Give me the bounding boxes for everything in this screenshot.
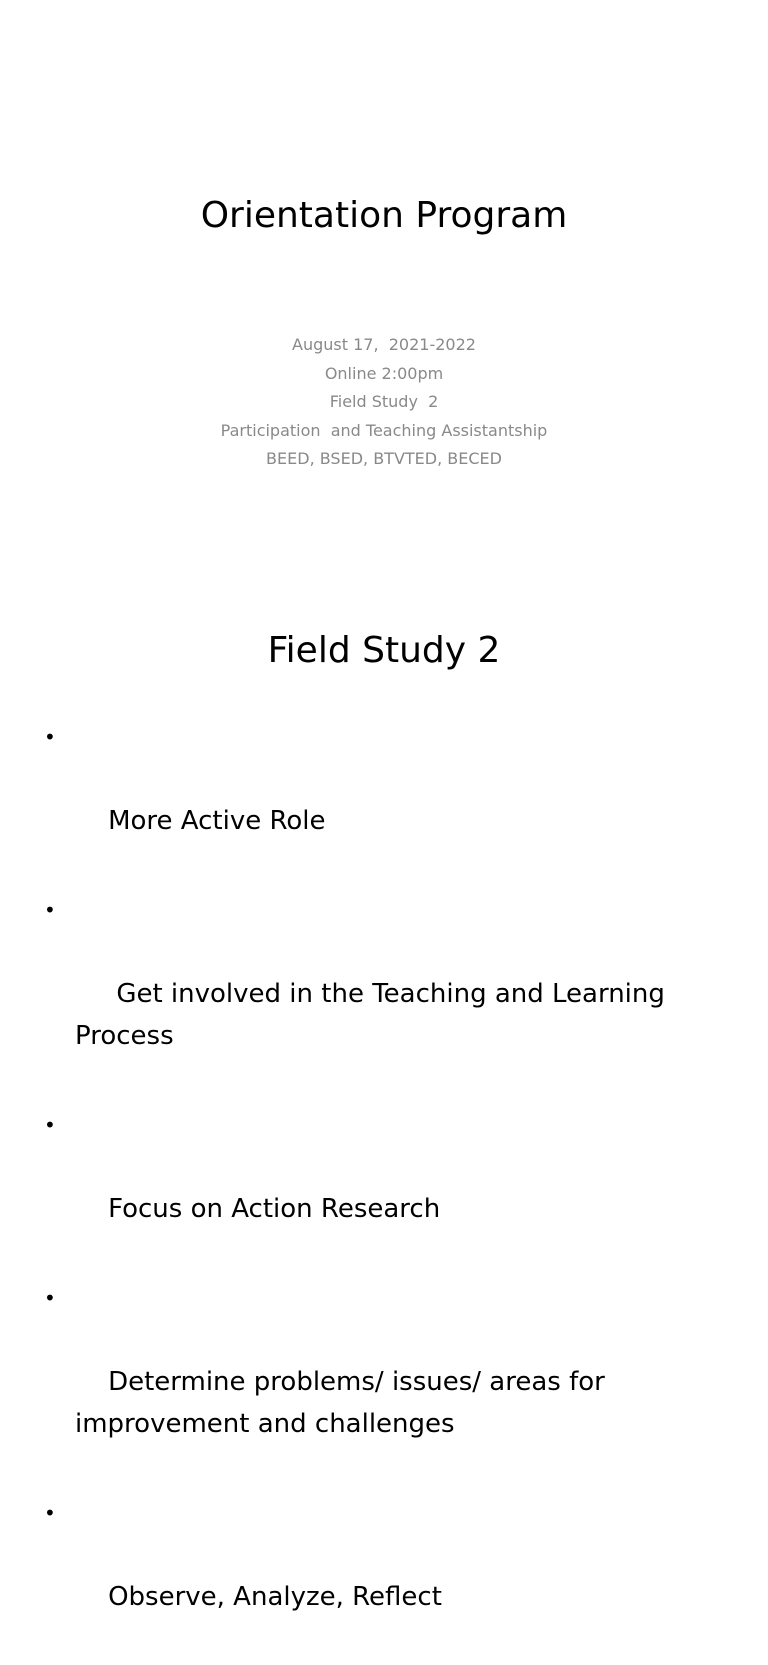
bullet-icon: •	[44, 725, 56, 749]
slide-title: Orientation Program	[200, 195, 568, 236]
bullet-text: Determine problems/ issues/ areas for improvement and challenges	[75, 1367, 614, 1439]
bullet-icon: •	[44, 1113, 56, 1137]
subtitle-date: August 17, 2021-2022	[292, 335, 476, 354]
bullet-text: Focus on Action Research	[108, 1194, 441, 1224]
subtitle-description: Participation and Teaching Assistantship	[220, 420, 548, 440]
bullet-item	[0, 1104, 700, 1272]
bullet-icon: •	[44, 898, 56, 922]
slide-orientation-program	[0, 0, 768, 576]
bullet-item	[0, 1492, 700, 1660]
subtitle-course: Field Study 2	[329, 392, 439, 412]
bullet-text: More Active Role	[108, 806, 326, 836]
slide-subtitle	[0, 331, 768, 474]
bullet-icon: •	[44, 1501, 56, 1525]
bullet-text: Get involved in the Teaching and Learning Process	[75, 979, 674, 1051]
bullet-icon: •	[44, 1286, 56, 1310]
bullet-item	[0, 716, 700, 884]
bullet-text: Observe, Analyze, Reflect	[108, 1582, 442, 1612]
subtitle-programs: BEED, BSED, BTVTED, BECED	[266, 449, 502, 469]
subtitle-time: Online 2:00pm	[324, 363, 444, 383]
bullet-list	[0, 716, 700, 1665]
bullet-item	[0, 1277, 700, 1487]
slide-title: Field Study 2	[267, 630, 501, 671]
bullet-item	[0, 889, 700, 1099]
